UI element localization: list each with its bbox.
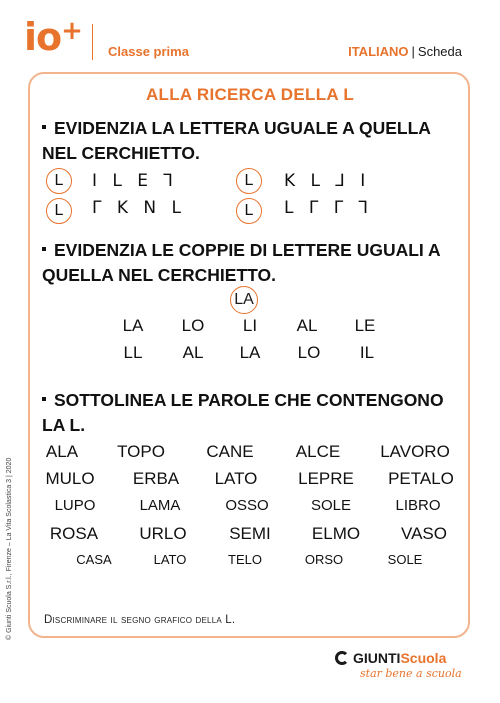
class-label: Classe prima (108, 44, 189, 59)
word: CASA (76, 552, 112, 567)
exercise3-instruction (42, 388, 462, 438)
pair-cell: AL (182, 343, 204, 362)
word: OSSO (225, 497, 269, 514)
word: LAMA (139, 497, 181, 514)
pair-row (0, 316, 500, 338)
word: ROSA (49, 524, 99, 543)
exercise1-instruction-text: EVIDENZIA LA LETTERA UGUALE A QUELLA NEL CERCHIETTO. (42, 118, 431, 163)
subject-separator: | (411, 44, 415, 59)
word: ERBA (132, 469, 180, 488)
bullet-icon (42, 397, 46, 401)
word: LIBRO (395, 497, 441, 514)
letter-sequence: Γ K N L (92, 198, 187, 218)
publisher-logo (335, 650, 446, 666)
pair-cell: LI (242, 316, 258, 335)
pair-cell: LO (297, 343, 321, 362)
word: ELMO (311, 524, 361, 543)
pair-cell: LA (239, 343, 261, 362)
giunti-g-icon (335, 651, 349, 665)
letter-circle: L (236, 168, 262, 194)
copyright-notice: © Giunti Scuola S.r.l., Firenze – La Vita Scolastica 3 | 2020 (6, 457, 13, 640)
worksheet-title: ALLA RICERCA DELLA L (145, 85, 355, 104)
word: PETALO (388, 469, 454, 488)
word: TOPO (117, 442, 165, 461)
bullet-icon (42, 247, 46, 251)
word: SOLE (310, 497, 352, 514)
exercise2-instruction (42, 238, 462, 288)
publisher-tagline: star bene a scuola (360, 667, 462, 680)
exercise2-instruction-text: EVIDENZIA LE COPPIE DI LETTERE UGUALI A QUELLA NEL CERCHIETTO. (42, 240, 440, 285)
word: CANE (206, 442, 254, 461)
exercise1-instruction (42, 116, 462, 166)
io-logo (24, 15, 82, 59)
brand-scuola: Scuola (400, 650, 447, 666)
pair-cell: LE (354, 316, 376, 335)
word: ALCE (295, 442, 341, 461)
word: LATO (153, 552, 187, 567)
letter-circle: L (46, 198, 72, 224)
pair-cell: LO (181, 316, 205, 335)
pair-cell: LL (123, 343, 143, 362)
pair-cell: AL (296, 316, 318, 335)
letter-circle: L (46, 168, 72, 194)
word: VASO (401, 524, 447, 543)
letter-sequence: L Γ Γ ⅂ (284, 198, 374, 218)
word: ALA (45, 442, 79, 461)
letter-sequence: K L ⅃ I (284, 171, 371, 191)
logo-main: io (24, 15, 62, 59)
letter-sequence: I L E ⅂ (92, 171, 178, 191)
logo-plus: + (61, 16, 82, 46)
subject-name: ITALIANO (348, 44, 409, 59)
word: URLO (139, 524, 187, 543)
word: SEMI (229, 524, 271, 543)
word: LATO (214, 469, 258, 488)
word: ORSO (304, 552, 344, 567)
pair-cell: LA (122, 316, 144, 335)
word: SOLE (387, 552, 423, 567)
brand-giunti: GIUNTI (353, 650, 401, 666)
word: LEPRE (298, 469, 354, 488)
exercise3-instruction-text: SOTTOLINEA LE PAROLE CHE CONTENGONO LA L. (42, 390, 444, 435)
learning-objective: Discriminare il segno grafico della L. (44, 614, 236, 626)
bullet-icon (42, 125, 46, 129)
header-divider (92, 24, 93, 60)
word: MULO (45, 469, 95, 488)
word: TELO (228, 552, 262, 567)
letter-circle: L (236, 198, 262, 224)
subject-label (348, 44, 462, 59)
word: LAVORO (380, 442, 450, 461)
word: LUPO (54, 497, 96, 514)
pair-row (0, 343, 500, 365)
worksheet-type: Scheda (417, 44, 462, 59)
pair-cell: IL (359, 343, 375, 362)
pair-circle: LA (230, 286, 258, 314)
